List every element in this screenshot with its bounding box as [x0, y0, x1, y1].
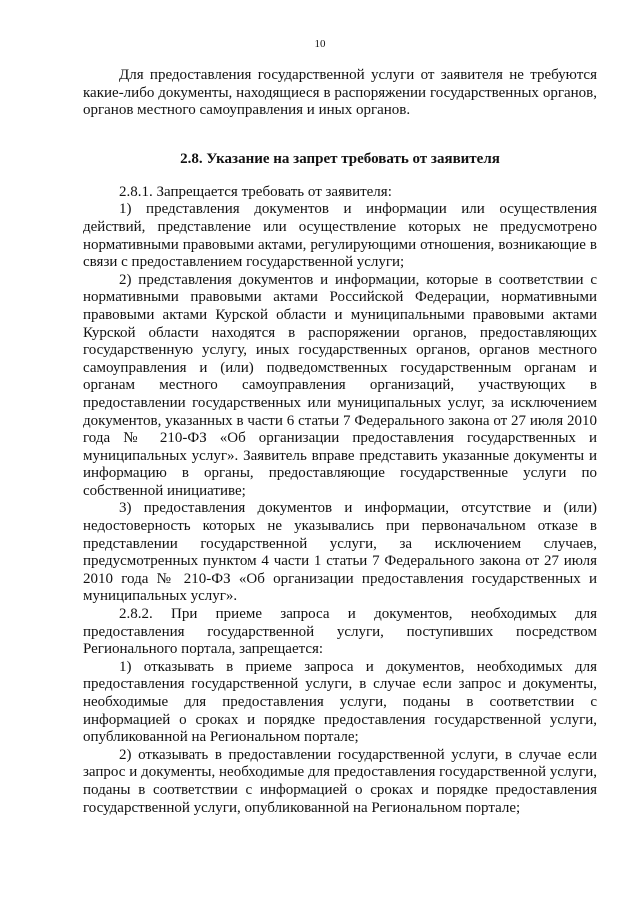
paragraph-2-8-2-item-1: 1) отказывать в приеме запроса и документов, необходимых для предоставления государственной услуги, в случае если запрос и документы, необходимые для предоставления услуги, поданы в соответствии с информацией о сроках и порядке предоставления государственной услуги, опубликованной на Региональном портале; [83, 658, 597, 746]
paragraph-2-8-2: 2.8.2. При приеме запроса и документов, необходимых для предоставления государственной услуги, поступивших посредством Регионального портала, запрещается: [83, 606, 597, 658]
page-content [83, 67, 597, 817]
paragraph-2-8-1: 2.8.1. Запрещается требовать от заявителя: [119, 183, 392, 200]
page-number: 10 [314, 38, 326, 50]
paragraph-2-8-1-item-3: 3) предоставления документов и информации, отсутствие и (или) недостоверность которых не указывались при первоначальном отказе в представлении государственной услуги, за исключением случаев, предусмотренных пунктом 4 части 1 статьи 7 Федерального закона от 27 июля 2010 года № 210-ФЗ «Об организации предоставления государственных и муниципальных услуг». [83, 500, 597, 605]
paragraph-2-8-1-item-2: 2) представления документов и информации, которые в соответствии с нормативными правовыми актами Российской Федерации, нормативными правовыми актами Курской области и муниципальными правовыми актами Курской области находятся в распоряжении органов, предоставляющих государственную услугу, иных государственных органов, органов местного самоуправления и (или) подведомственных государственным органам и органам местного самоуправления организаций, участвующих в предоставлении государственных или муниципальных услуг, за исключением документов, указанных в части 6 статьи 7 Федерального закона от 27 июля 2010 года № 210-ФЗ «Об организации предоставления государственных и муниципальных услуг». Заявитель вправе представить указанные документы и информацию в органы, предоставляющие государственные услуги по собственной инициативе; [83, 271, 597, 499]
paragraph-2-8-2-item-2: 2) отказывать в предоставлении государственной услуги, в случае если запрос и документы, необходимые для предоставления государственной услуги, поданы в соответствии с информацией о сроках и порядке предоставления государственной услуги, опубликованной на Региональном портале; [83, 746, 597, 816]
section-heading: 2.8. Указание на запрет требовать от заявителя [180, 150, 500, 167]
paragraph-2-8-1-item-1: 1) представления документов и информации или осуществления действий, представление или осуществление которых не предусмотрено нормативными правовыми актами, регулирующими отношения, возникающие в связи с предоставлением государственной услуги; [83, 201, 597, 271]
intro-paragraph: Для предоставления государственной услуги от заявителя не требуются какие-либо документы, находящиеся в распоряжении государственных органов, органов местного самоуправления и иных органов. [83, 67, 597, 119]
